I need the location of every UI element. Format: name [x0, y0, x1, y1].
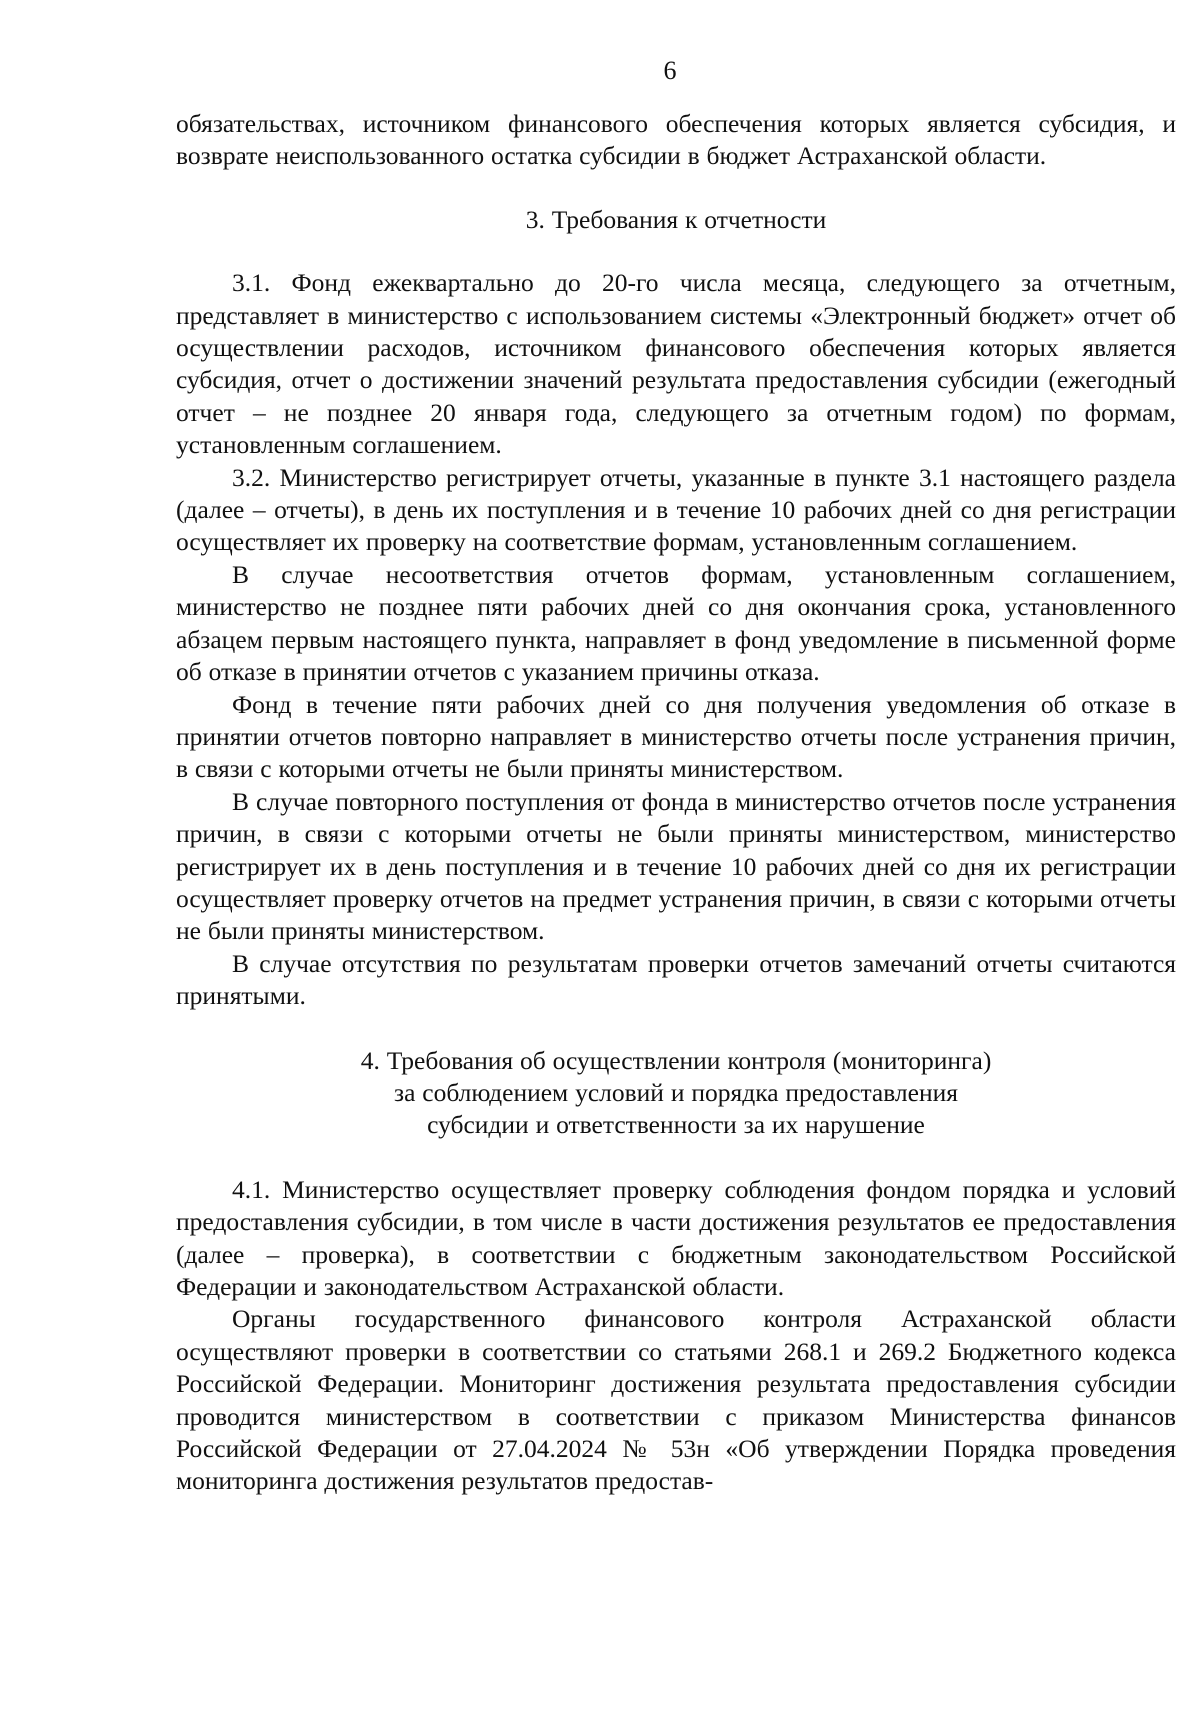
paragraph-3-2: 3.2. Министерство регистрирует отчеты, указанные в пункте 3.1 настоящего раздела (далее – отчеты), в день их поступления и в течение 10 рабочих дней со дня регистрации осуществляет их проверку на соответствие формам, установленным соглашением. — [176, 462, 1176, 557]
paragraph-3-1: 3.1. Фонд ежеквартально до 20-го числа месяца, следующего за отчетным, представляет в министерство с использованием системы «Электронный бюджет» отчет об осуществлении расходов, источником финансового обеспечения которых является субсидия, отчет о достижении значений результата предоставления субсидии (ежегодный отчет – не позднее 20 января года, следующего за отчетным годом) по формам, установленным соглашением. — [176, 268, 1176, 460]
paragraph-3-2-d: В случае отсутствия по результатам проверки отчетов замечаний отчеты считаются принятыми. — [176, 948, 1176, 1011]
paragraph-continued: обязательствах, источником финансового обеспечения которых является субсидия, и возврате неиспользованного остатка субсидии в бюджет Астраханской области. — [176, 109, 1176, 171]
paragraph-3-2-c: В случае повторного поступления от фонда в министерство отчетов после устранения причин, в связи с которыми отчеты не были приняты министерством, министерство регистрирует их в день поступления и в течение 10 рабочих дней со дня их регистрации осуществляет проверку отчетов на предмет устранения причин, в связи с которыми отчеты не были приняты министерством. — [176, 786, 1176, 946]
section-4-heading — [176, 1013, 1176, 1174]
paragraph-3-2-a: В случае несоответствия отчетов формам, установленным соглашением, министерство не позднее пяти рабочих дней со дня окончания срока, установленного абзацем первым настоящего пункта, направляет в фонд уведомление в письменной форме об отказе в принятии отчетов с указанием причины отказа. — [176, 559, 1176, 687]
section-3-heading: 3. Требования к отчетности — [525, 204, 827, 234]
paragraph-4-1: 4.1. Министерство осуществляет проверку соблюдения фондом порядка и условий предоставления субсидии, в том числе в части достижения результатов ее предоставления (далее – проверка), в соответствии с бюджетным законодательством Российской Федерации и законодательством Астраханской области. — [176, 1174, 1176, 1301]
section-4-heading-line: субсидии и ответственности за их нарушение — [427, 1110, 925, 1140]
section-4-heading-line: 4. Требования об осуществлении контроля (мониторинга) — [360, 1045, 992, 1075]
section-4-heading-line: за соблюдением условий и порядка предоставления — [394, 1077, 958, 1107]
document-body — [176, 108, 1176, 1498]
paragraph-4-1-a: Органы государственного финансового контроля Астраханской области осуществляют проверки в соответствии со статьями 268.1 и 269.2 Бюджетного кодекса Российской Федерации. Мониторинг достижения результата предоставления субсидии проводится министерством в соответствии с приказом Министерства финансов Российской Федерации от 27.04.2024 № 53н «Об утверждении Порядка проведения мониторинга достижения результатов предостав- — [176, 1304, 1176, 1496]
paragraph-3-2-b: Фонд в течение пяти рабочих дней со дня получения уведомления об отказе в принятии отчетов повторно направляет в министерство отчеты после устранения причин, в связи с которыми отчеты не были приняты министерством. — [176, 689, 1176, 784]
page-number: 6 — [663, 56, 677, 85]
